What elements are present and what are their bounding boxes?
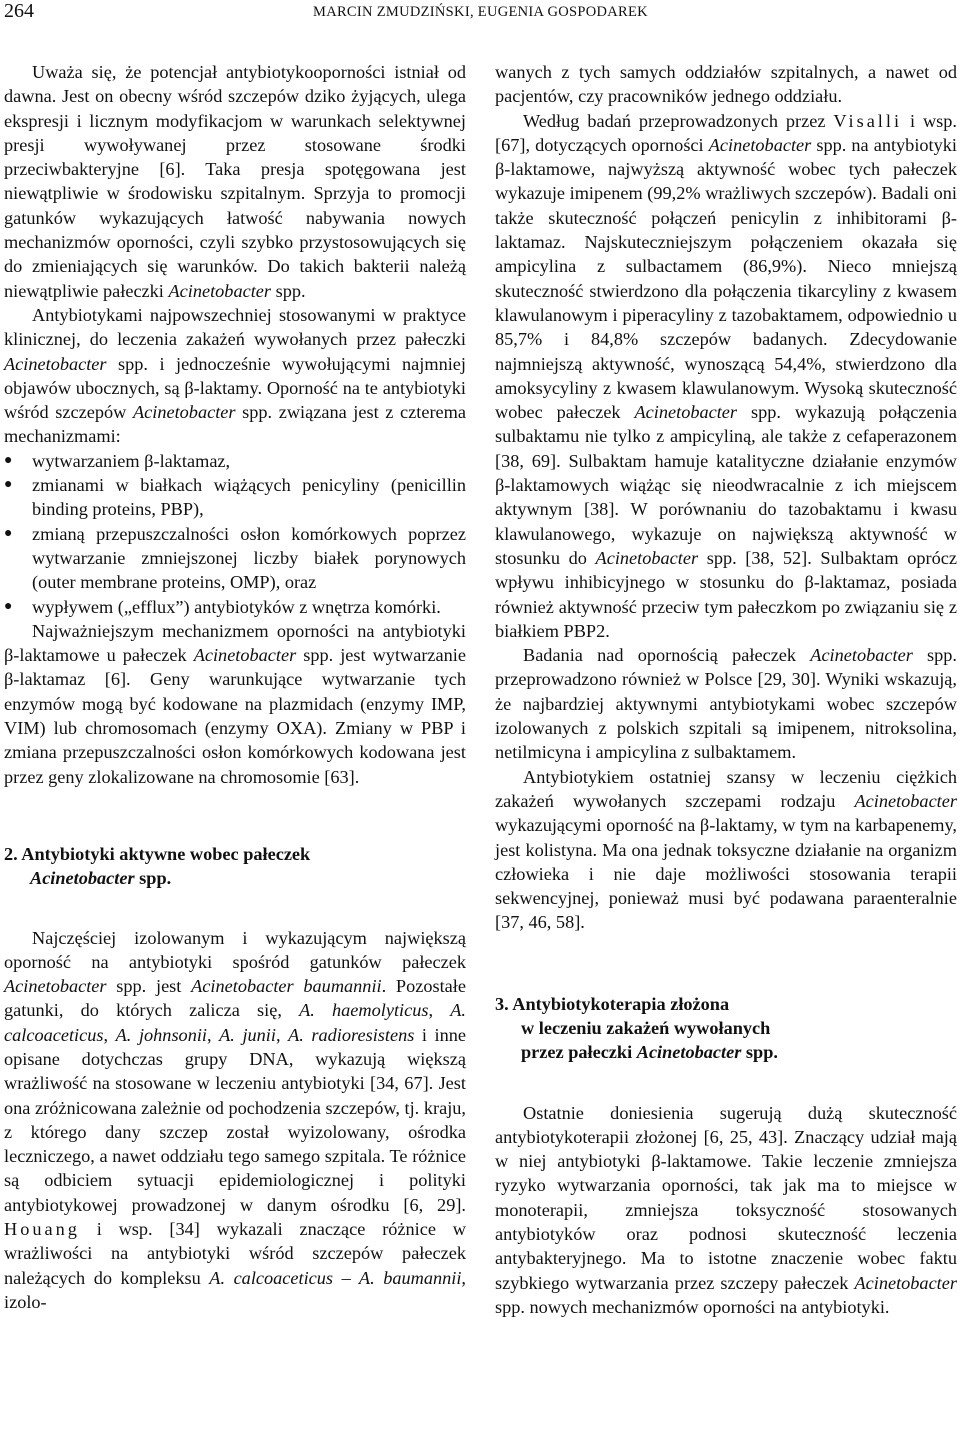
page-number: 264 — [4, 0, 34, 22]
running-head: MARCIN ZMUDZIŃSKI, EUGENIA GOSPODAREK — [313, 4, 648, 20]
paragraph: Antybiotykiem ostatniej szansy w leczeniu ciężkich zakażeń wywołanych szczepami rodzaju Acinetobacter wykazującymi oporność na β-laktamy, w tym na karbapenemy, jest kolistyna. Ma ona jednak toksyczne działanie na organizm człowieka i nie daje możliwości stosowania terapii sekwencyjnej, ponieważ musi być podawana paraenteralnie [37, 46, 58]. — [495, 766, 957, 933]
paragraph: Antybiotykami najpowszechniej stosowanymi w praktyce klinicznej, do leczenia zakażeń wywołanych przez pałeczki Acinetobacter spp. i jednocześnie wywołującymi najmniej objawów ubocznych, są β-laktamy. Oporność na te antybiotyki wśród szczepów Acinetobacter spp. związana jest z czterema mechanizmami: — [4, 304, 466, 447]
paragraph: Według badań przeprowadzonych przez Visalli i wsp. [67], dotyczących oporności Acinetobacter spp. na antybiotyki β-laktamowe, najwyższą aktywność wobec tych pałeczek wykazuje imipenem (99,2% wrażliwych szczepów). Badali oni także skuteczność połączeń penicylin z inhibitorami β-laktamaz. Najskuteczniejszym połączeniem okazała się ampicylina z sulbactamem (86,9%). Nieco mniejszą skuteczność stwierdzono dla połączenia tikarcyliny z kwasem klawulanowym i piperacyliny z tazobaktamem, odpowiednio u 85,7% i 84,8% szczepów badanych. Zdecydowanie najmniejszą aktywność, wynoszącą 54,4%, stwierdzono dla amoksycyliny z kwasem klawulanowym. Wysoką skuteczność wobec pałeczek Acinetobacter spp. wykazują połączenia sulbaktamu nie tylko z ampicyliną, ale także z cefaperazonem [38, 69]. Sulbaktam hamuje katalityczne działanie enzymów β-laktamowych wiążąc się nieodwracalnie z ich miejscem aktywnym [38]. W porównaniu do tazobaktamu i kwasu klawulanowego, wykazuje on największą aktywność w stosunku do Acinetobacter spp. [38, 52]. Sulbaktam oprócz wpływu inhibicyjnego w stosunku do β-laktamaz, posiada również aktywność przeciw tym pałeczkom po związaniu się z białkiem PBP2. — [495, 110, 957, 641]
paragraph: Badania nad opornością pałeczek Acinetobacter spp. przeprowadzono również w Polsce [29, 30]. Wyniki wskazują, że najbardziej aktywnymi antybiotykami wobec szczepów izolowanych z polskich szpitali są imipenem, nitroksolina, netilmicyna i ampicylina z sulbaktamem. — [495, 645, 958, 763]
paragraph: Uważa się, że potencjał antybiotykooporności istniał od dawna. Jest on obecny wśród szczepów dziko żyjących, ulega ekspresji i licznym modyfikacjom w warunkach selektywnej presji wywoływanej przez stosowane środki przeciwbakteryjne [6]. Taka presja spotęgowana jest niewątpliwie w środowisku szpitalnym. Sprzyja to promocji gatunków wykazujących łatwość nabywania nowych mechanizmów oporności, czyli szybko przystosowujących się do zmieniających się warunków. Do takich bakterii należą niewątpliwie pałeczki Acinetobacter spp. — [4, 62, 466, 301]
paragraph: Najważniejszym mechanizmem oporności na antybiotyki β-laktamowe u pałeczek Acinetobacter spp. jest wytwarzanie β-laktamaz [6]. Geny warunkujące wytwarzanie tych enzymów mogą być kodowane na plazmidach (enzymy IMP, VIM) lub chromosomach (enzymy OXA). Zmiany w PBP i zmiana przepuszczalności osłon komórkowych kodowana jest przez geny zlokalizowane na chromosomie [63]. — [4, 620, 466, 787]
page-header — [0, 0, 960, 28]
list-item: ● zmianami w białkach wiążących penicyliny (penicillin binding proteins, PBP), — [4, 473, 466, 522]
left-column — [4, 60, 466, 1314]
section-heading: 3. Antybiotykoterapia złożona w leczeniu zakażeń wywołanych przez pałeczki Acinetobacter spp. — [495, 993, 778, 1063]
list-item: ● wypływem („efflux”) antybiotyków z wnętrza komórki. — [4, 595, 466, 619]
list-item: ● zmianą przepuszczalności osłon komórkowych poprzez wytwarzanie zmniejszonej liczby białek porynowych (outer membrane proteins, OMP), oraz — [4, 522, 466, 595]
section-heading: 2. Antybiotyki aktywne wobec pałeczek Acinetobacter spp. — [4, 843, 311, 889]
right-column — [495, 60, 957, 1319]
paragraph: Najczęściej izolowanym i wykazującym największą oporność na antybiotyki spośród gatunków pałeczek Acinetobacter spp. jest Acinetobacter baumannii. Pozostałe gatunki, do których zalicza się, A. haemolyticus, A. calcoaceticus, A. johnsonii, A. junii, A. radioresistens i inne opisane dotychczas grupy DNA, wykazują większą wrażliwość na stosowane w leczeniu antybiotyki [34, 67]. Jest ona zróżnicowana zależnie od pochodzenia szczepów, tj. kraju, z którego dany szczep został wyizolowany, ośrodka leczniczego, a nawet oddziału tego samego szpitala. Te różnice są odbiciem sytuacji epidemiologicznej i polityki antybiotykowej prowadzonej w danym ośrodku [6, 29]. Houang i wsp. [34] wykazali znaczące różnice w wrażliwości na antybiotyki wśród szczepów pałeczek należących do kompleksu A. calcoaceticus – A. baumannii, izolo- — [4, 927, 467, 1312]
paragraph: Ostatnie doniesienia sugerują dużą skuteczność antybiotykoterapii złożonej [6, 25, 43]. Znaczący udział mają w niej antybiotyki β-laktamowe. Takie leczenie zmniejsza ryzyko wytwarzania oporności, tak jak ma to miejsce w monoterapii, zmniejsza toksyczność stosowanych antybiotyków oraz podnosi skuteczność leczenia antybakteryjnego. Ma to istotne znaczenie wobec faktu szybkiego wytwarzania przez szczepy pałeczek Acinetobacter spp. nowych mechanizmów oporności na antybiotyki. — [495, 1102, 957, 1317]
mechanism-list — [4, 449, 466, 619]
list-item: ● wytwarzaniem β-laktamaz, — [4, 449, 466, 473]
paragraph: wanych z tych samych oddziałów szpitalnych, a nawet od pacjentów, czy pracowników jednego oddziału. — [495, 62, 957, 107]
